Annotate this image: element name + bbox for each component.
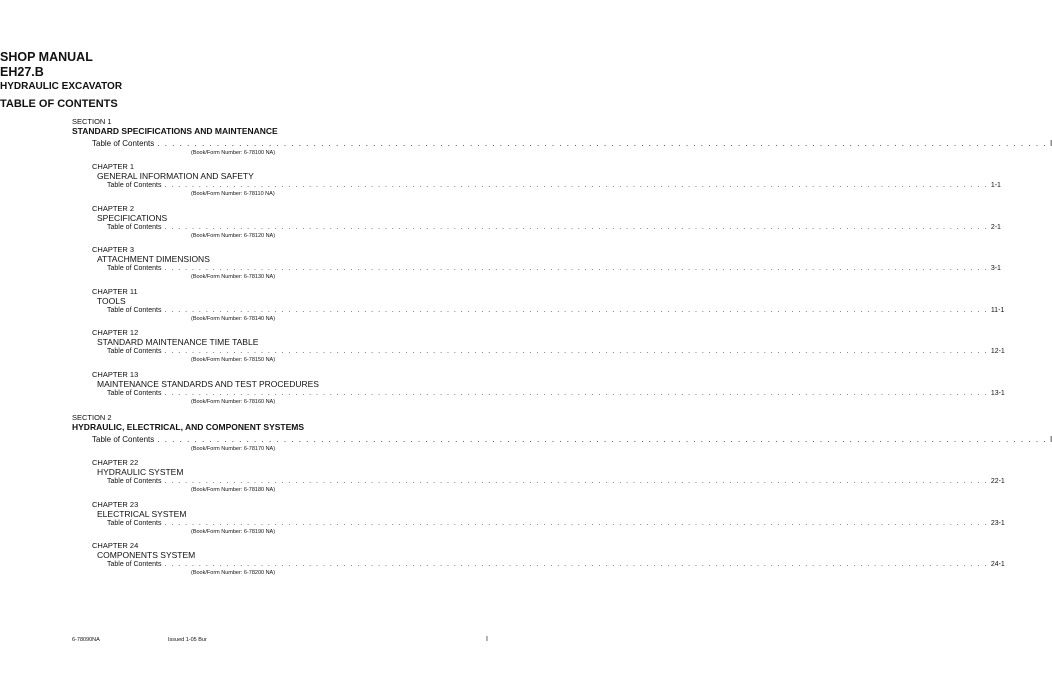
toc-entry-label: Table of Contents — [107, 265, 162, 272]
leader-dots: . . . . . . . . . . . . . . . . . . . . . . . . . . . . . . . . . . . . . . . . . . . . . . . . . . . . . . . . . . . . . . . . . . . . . . . . . . . . . . . . . . . . . . . . . . . . . . . . . . . . . . . . . . . . . . . . . . . . . . . . — [164, 389, 988, 397]
chapter-title: GENERAL INFORMATION AND SAFETY — [97, 171, 254, 181]
chapter-toc-entry[interactable] — [107, 389, 1005, 397]
machine-type: HYDRAULIC EXCAVATOR — [0, 81, 123, 92]
leader-dots: . . . . . . . . . . . . . . . . . . . . . . . . . . . . . . . . . . . . . . . . . . . . . . . . . . . . . . . . . . . . . . . . . . . . . . . . . . . . . . . . . . . . . . . . . . . . . . . . . . . . . . . . . . . . . . . . . . . . . . . . — [164, 265, 988, 272]
toc-entry-page: 22-1 — [990, 478, 1005, 485]
toc-entry-page: 2-1 — [990, 223, 1001, 231]
leader-dots: . . . . . . . . . . . . . . . . . . . . . . . . . . . . . . . . . . . . . . . . . . . . . . . . . . . . . . . . . . . . . . . . . . . . . . . . . . . . . . . . . . . . . . . . . . . . . . . . . . . . . . . . . . . . . . . . . . . . . . . . — [164, 561, 988, 568]
chapter-toc-entry[interactable] — [107, 306, 1005, 314]
book-form-number: (Book/Form Number: 6-78110 NA) — [191, 191, 275, 197]
chapter-toc-entry[interactable] — [107, 182, 1001, 189]
book-form-number: (Book/Form Number: 6-78100 NA) — [191, 150, 276, 156]
chapter-title: TOOLS — [97, 295, 126, 306]
toc-entry-label: Table of Contents — [92, 139, 155, 148]
book-form-number: (Book/Form Number: 6-78190 NA) — [191, 528, 276, 535]
book-form-number: (Book/Form Number: 6-78160 NA) — [191, 398, 276, 405]
toc-entry-page: I — [1049, 435, 1052, 444]
toc-heading: TABLE OF CONTENTS — [0, 98, 118, 110]
chapter-toc-entry[interactable] — [107, 478, 1005, 485]
chapter-number: CHAPTER 2 — [92, 203, 135, 213]
chapter-number: CHAPTER 22 — [92, 458, 139, 467]
section-number: SECTION 2 — [72, 413, 112, 422]
leader-dots: . . . . . . . . . . . . . . . . . . . . . . . . . . . . . . . . . . . . . . . . . . . . . . . . . . . . . . . . . . . . . . . . . . . . . . . . . . . . . . . . . . . . . . . . . . . . . . . . . . . . . . . . . . . . . . . . . . . . . . . . — [164, 223, 988, 231]
toc-entry-page: 24-1 — [990, 561, 1005, 568]
book-form-number: (Book/Form Number: 6-78140 NA) — [191, 315, 276, 322]
book-form-number: (Book/Form Number: 6-78150 NA) — [191, 357, 276, 363]
book-form-number: (Book/Form Number: 6-78200 NA) — [191, 570, 276, 576]
toc-entry-page: 3-1 — [990, 265, 1001, 272]
toc-entry-page: 12-1 — [990, 348, 1005, 355]
chapter-toc-entry[interactable] — [107, 265, 1001, 272]
toc-entry-page: 13-1 — [990, 389, 1005, 397]
chapter-number: CHAPTER 23 — [92, 499, 139, 509]
section-title: HYDRAULIC, ELECTRICAL, AND COMPONENT SYSTEMS — [72, 422, 305, 432]
toc-entry-label: Table of Contents — [107, 561, 162, 568]
chapter-title: ELECTRICAL SYSTEM — [97, 508, 187, 519]
toc-entry-label: Table of Contents — [107, 348, 162, 355]
leader-dots: . . . . . . . . . . . . . . . . . . . . . . . . . . . . . . . . . . . . . . . . . . . . . . . . . . . . . . . . . . . . . . . . . . . . . . . . . . . . . . . . . . . . . . . . . . . . . . . . . . . . . . . . . . . . . . . . . . . . . . . . — [157, 435, 1047, 444]
chapter-number: CHAPTER 13 — [92, 369, 139, 379]
toc-entry-label: Table of Contents — [107, 182, 162, 189]
chapter-title: MAINTENANCE STANDARDS AND TEST PROCEDURES — [97, 378, 319, 389]
leader-dots: . . . . . . . . . . . . . . . . . . . . . . . . . . . . . . . . . . . . . . . . . . . . . . . . . . . . . . . . . . . . . . . . . . . . . . . . . . . . . . . . . . . . . . . . . . . . . . . . . . . . . . . . . . . . . . . . . . . . . . . . — [164, 348, 988, 355]
chapter-title: ATTACHMENT DIMENSIONS — [97, 254, 210, 264]
toc-entry-label: Table of Contents — [107, 519, 162, 527]
chapter-number: CHAPTER 12 — [92, 328, 139, 337]
section-number: SECTION 1 — [72, 117, 112, 126]
section-toc-entry[interactable] — [92, 435, 1052, 444]
section-title: STANDARD SPECIFICATIONS AND MAINTENANCE — [72, 126, 278, 136]
chapter-title: STANDARD MAINTENANCE TIME TABLE — [97, 337, 259, 347]
chapter-number: CHAPTER 11 — [92, 286, 138, 296]
toc-entry-page: 1-1 — [990, 182, 1001, 189]
book-form-number: (Book/Form Number: 6-78180 NA) — [191, 487, 276, 493]
toc-entry-label: Table of Contents — [107, 389, 162, 397]
toc-entry-page: 23-1 — [990, 519, 1005, 527]
toc-entry-label: Table of Contents — [107, 306, 162, 314]
chapter-title: SPECIFICATIONS — [97, 212, 168, 223]
chapter-number: CHAPTER 24 — [92, 541, 139, 550]
chapter-title: COMPONENTS SYSTEM — [97, 550, 196, 560]
section-toc-entry[interactable] — [92, 139, 1052, 148]
chapter-toc-entry[interactable] — [107, 348, 1005, 355]
leader-dots: . . . . . . . . . . . . . . . . . . . . . . . . . . . . . . . . . . . . . . . . . . . . . . . . . . . . . . . . . . . . . . . . . . . . . . . . . . . . . . . . . . . . . . . . . . . . . . . . . . . . . . . . . . . . . . . . . . . . . . . . — [164, 182, 988, 189]
book-form-number: (Book/Form Number: 6-78170 NA) — [191, 446, 276, 452]
footer-page-number: I — [486, 636, 488, 643]
leader-dots: . . . . . . . . . . . . . . . . . . . . . . . . . . . . . . . . . . . . . . . . . . . . . . . . . . . . . . . . . . . . . . . . . . . . . . . . . . . . . . . . . . . . . . . . . . . . . . . . . . . . . . . . . . . . . . . . . . . . . . . . — [164, 519, 988, 527]
model-number: EH27.B — [0, 65, 44, 79]
book-form-number: (Book/Form Number: 6-78120 NA) — [191, 232, 276, 239]
footer-issue: Issued 1-05 Bur — [168, 637, 207, 643]
footer-doc-number: 6-78090NA — [72, 637, 100, 643]
toc-entry-label: Table of Contents — [107, 223, 162, 231]
toc-entry-page: 11-1 — [990, 306, 1005, 314]
toc-entry-label: Table of Contents — [92, 435, 155, 444]
chapter-toc-entry[interactable] — [107, 223, 1001, 231]
leader-dots: . . . . . . . . . . . . . . . . . . . . . . . . . . . . . . . . . . . . . . . . . . . . . . . . . . . . . . . . . . . . . . . . . . . . . . . . . . . . . . . . . . . . . . . . . . . . . . . . . . . . . . . . . . . . . . . . . . . . . . . . — [157, 139, 1047, 148]
leader-dots: . . . . . . . . . . . . . . . . . . . . . . . . . . . . . . . . . . . . . . . . . . . . . . . . . . . . . . . . . . . . . . . . . . . . . . . . . . . . . . . . . . . . . . . . . . . . . . . . . . . . . . . . . . . . . . . . . . . . . . . . — [164, 478, 988, 485]
toc-entry-label: Table of Contents — [107, 478, 162, 485]
chapter-number: CHAPTER 1 — [92, 162, 135, 171]
leader-dots: . . . . . . . . . . . . . . . . . . . . . . . . . . . . . . . . . . . . . . . . . . . . . . . . . . . . . . . . . . . . . . . . . . . . . . . . . . . . . . . . . . . . . . . . . . . . . . . . . . . . . . . . . . . . . . . . . . . . . . . . — [164, 306, 988, 314]
book-form-number: (Book/Form Number: 6-78130 NA) — [191, 274, 276, 280]
chapter-title: HYDRAULIC SYSTEM — [97, 467, 184, 477]
chapter-toc-entry[interactable] — [107, 519, 1005, 527]
chapter-toc-entry[interactable] — [107, 561, 1005, 568]
chapter-number: CHAPTER 3 — [92, 245, 135, 254]
toc-entry-page: I — [1049, 139, 1052, 148]
manual-title: SHOP MANUAL — [0, 50, 93, 64]
